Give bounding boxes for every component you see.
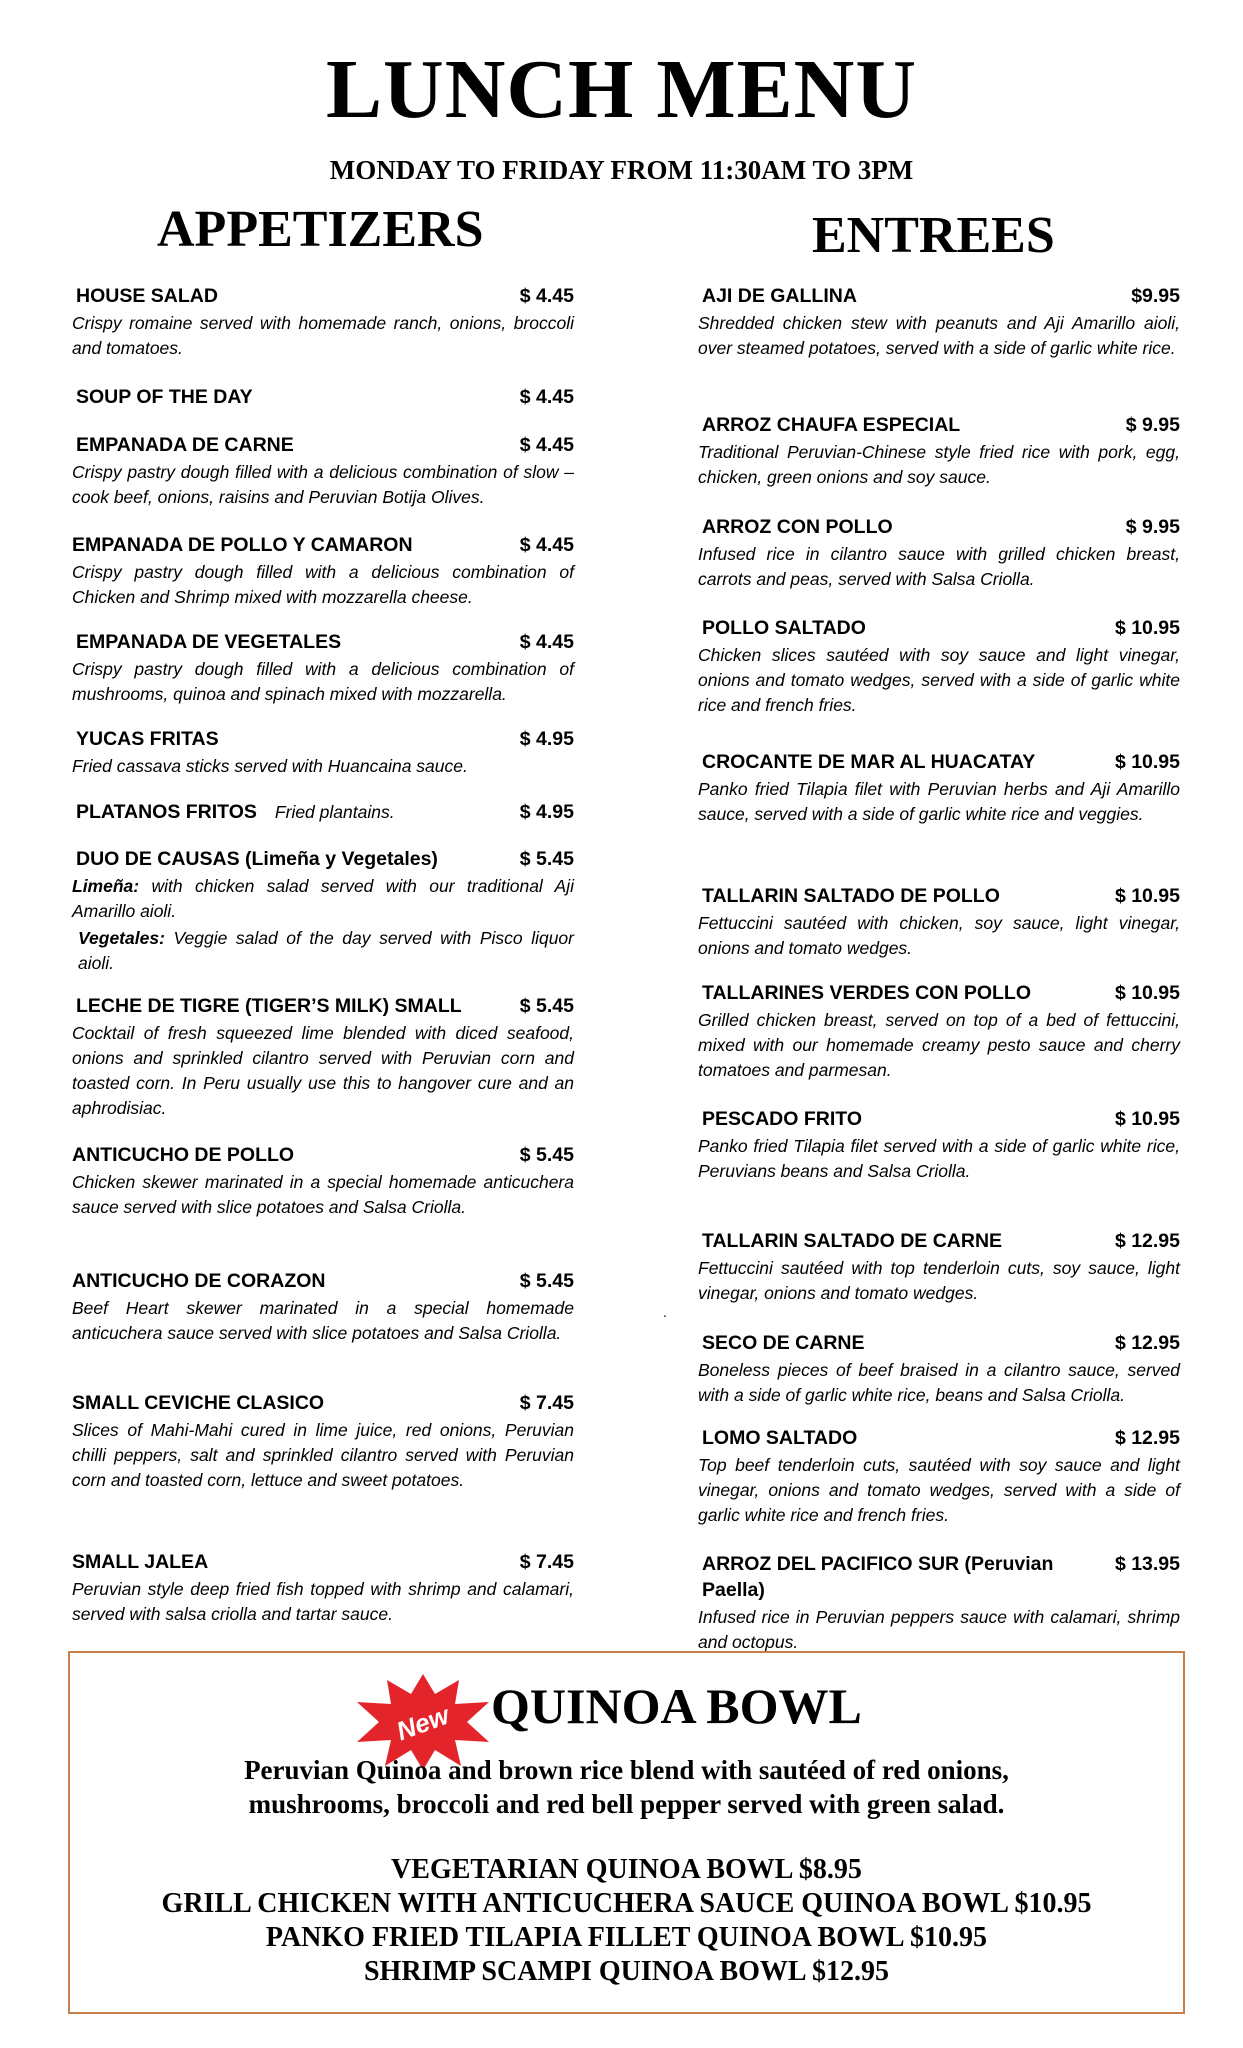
item-name: ARROZ CHAUFA ESPECIAL	[702, 414, 961, 436]
item-price: $ 10.95	[1114, 751, 1180, 773]
item-description: Traditional Peruvian-Chinese style fried rice with pork, egg, chicken, green onions and soy sauce.	[698, 442, 1180, 487]
appetizers-heading: APPETIZERS	[157, 201, 484, 258]
menu-item	[72, 1268, 574, 1346]
menu-item	[698, 514, 1180, 592]
item-description: Cocktail of fresh squeezed lime blended with diced seafood, onions and sprinkled cilantro served with Peruvian corn and toasted corn. In Peru usually use this to hangover cure and an aphrodisiac.	[72, 1023, 574, 1118]
item-price: $ 10.95	[1114, 982, 1180, 1004]
item-price: $ 4.45	[519, 386, 574, 408]
item-description: Chicken skewer marinated in a special homemade anticuchera sauce served with slice potatoes and Salsa Criolla.	[72, 1172, 574, 1217]
item-description: Chicken slices sautéed with soy sauce and light vinegar, onions and tomato wedges, served with a side of garlic white rice and french fries.	[698, 645, 1180, 715]
item-name: TALLARIN SALTADO DE CARNE	[702, 1230, 1003, 1252]
item-name: AJI DE GALLINA	[702, 285, 857, 307]
quinoa-title: QUINOA BOWL	[491, 1678, 862, 1734]
menu-item	[72, 1142, 574, 1220]
item-name: DUO DE CAUSAS (Limeña y Vegetales)	[76, 848, 438, 870]
item-name: TALLARINES VERDES CON POLLO	[702, 982, 1031, 1004]
quinoa-option: VEGETARIAN QUINOA BOWL $8.95	[391, 1854, 862, 1885]
item-description: Fettuccini sautéed with top tenderloin cuts, soy sauce, light vinegar, onions and tomato wedges.	[698, 1258, 1180, 1303]
item-name: LECHE DE TIGRE (TIGER’S MILK) SMALL	[76, 995, 462, 1017]
item-price: $ 4.45	[519, 285, 574, 307]
item-description: Crispy pastry dough filled with a delicious combination of mushrooms, quinoa and spinach mixed with mozzarella.	[72, 659, 574, 704]
item-name: SECO DE CARNE	[702, 1332, 865, 1354]
item-name: POLLO SALTADO	[702, 617, 866, 639]
item-name: EMPANADA DE POLLO Y CAMARON	[72, 534, 413, 556]
menu-item	[72, 846, 574, 976]
item-name: EMPANADA DE CARNE	[76, 434, 294, 456]
item-description: Crispy pastry dough filled with a delicious combination of Chicken and Shrimp mixed with mozzarella cheese.	[72, 562, 574, 607]
item-name: ANTICUCHO DE CORAZON	[72, 1270, 326, 1292]
item-description: Infused rice in Peruvian peppers sauce with calamari, shrimp and octopus.	[698, 1607, 1180, 1652]
item-price: $ 10.95	[1114, 885, 1180, 907]
menu-item	[698, 1228, 1180, 1306]
menu-item	[698, 1551, 1180, 1655]
entrees-heading: ENTREES	[812, 207, 1055, 264]
item-name: ARROZ CON POLLO	[702, 516, 893, 538]
new-badge-label: New	[392, 1699, 453, 1747]
stray-dot: .	[663, 1304, 667, 1320]
menu-item	[72, 532, 574, 610]
menu-item	[72, 283, 574, 361]
item-price: $ 5.45	[519, 848, 574, 870]
item-description: Top beef tenderloin cuts, sautéed with soy sauce and light vinegar, onions and tomato wedges, served with a side of garlic white rice and french fries.	[698, 1455, 1180, 1525]
menu-item	[72, 1549, 574, 1627]
quinoa-option: SHRIMP SCAMPI QUINOA BOWL $12.95	[363, 1956, 890, 1987]
item-name: SOUP OF THE DAY	[76, 386, 253, 408]
item-subdescription	[72, 926, 574, 976]
item-price: $ 12.95	[1114, 1427, 1180, 1449]
menu-item	[698, 749, 1180, 827]
menu-item	[72, 993, 574, 1121]
menu-item	[698, 1106, 1180, 1184]
item-name: SMALL CEVICHE CLASICO	[72, 1392, 325, 1414]
item-description: Boneless pieces of beef braised in a cilantro sauce, served with a side of garlic white rice, beans and Salsa Criolla.	[698, 1360, 1180, 1405]
quinoa-description-line: mushrooms, broccoli and red bell pepper served with green salad.	[248, 1789, 1005, 1819]
item-description: Fettuccini sautéed with chicken, soy sauce, light vinegar, onions and tomato wedges.	[698, 913, 1180, 958]
item-name: PLATANOS FRITOS	[76, 801, 257, 823]
item-name: TALLARIN SALTADO DE POLLO	[702, 885, 1000, 907]
item-name: ANTICUCHO DE POLLO	[72, 1144, 295, 1166]
item-description: Grilled chicken breast, served on top of a bed of fettuccini, mixed with our homemade creamy pesto sauce and cherry tomatoes and parmesan.	[698, 1010, 1180, 1080]
sub-label: Vegetales:	[78, 928, 165, 948]
menu-item	[698, 1425, 1180, 1528]
sub-label: Limeña:	[72, 876, 140, 896]
menu-item	[72, 726, 574, 779]
item-description: Crispy romaine served with homemade ranch, onions, broccoli and tomatoes.	[72, 313, 574, 358]
item-description: Crispy pastry dough filled with a delicious combination of slow –cook beef, onions, raisins and Peruvian Botija Olives.	[72, 462, 574, 507]
menu-item	[698, 980, 1180, 1083]
item-name: LOMO SALTADO	[702, 1427, 858, 1449]
page-title: LUNCH MENU	[326, 43, 917, 136]
item-description: Panko fried Tilapia filet served with a side of garlic white rice, Peruvians beans and Salsa Criolla.	[698, 1136, 1180, 1181]
item-name: EMPANADA DE VEGETALES	[76, 631, 342, 653]
item-price: $ 9.95	[1125, 516, 1180, 538]
item-price: $ 4.95	[519, 801, 574, 823]
sub-text: Veggie salad of the day served with Pisco liquor aioli.	[78, 928, 574, 973]
quinoa-options	[70, 1853, 1183, 1989]
item-name: CROCANTE DE MAR AL HUACATAY	[702, 751, 1036, 773]
menu-item	[72, 799, 574, 825]
item-price: $ 10.95	[1114, 1108, 1180, 1130]
item-price: $ 4.45	[519, 534, 574, 556]
quinoa-option: PANKO FRIED TILAPIA FILLET QUINOA BOWL $10.95	[265, 1922, 988, 1953]
item-description: Beef Heart skewer marinated in a special homemade anticuchera sauce served with slice potatoes and Salsa Criolla.	[72, 1298, 574, 1343]
quinoa-description	[70, 1753, 1183, 1821]
item-name: HOUSE SALAD	[76, 285, 218, 307]
item-price: $ 10.95	[1114, 617, 1180, 639]
item-price: $9.95	[1131, 285, 1180, 307]
menu-item	[698, 283, 1180, 361]
item-name: YUCAS FRITAS	[76, 728, 219, 750]
item-description: Fried cassava sticks served with Huancaina sauce.	[72, 756, 468, 776]
item-subdescription	[72, 874, 574, 924]
item-price: $ 12.95	[1114, 1230, 1180, 1252]
menu-item	[72, 1390, 574, 1493]
item-price: $ 12.95	[1114, 1332, 1180, 1354]
hours-subtitle: MONDAY TO FRIDAY FROM 11:30AM TO 3PM	[329, 155, 914, 185]
menu-item	[72, 432, 574, 510]
sub-text: with chicken salad served with our traditional Aji Amarillo aioli.	[72, 876, 574, 921]
item-price: $ 13.95	[1114, 1553, 1180, 1575]
menu-item	[698, 883, 1180, 961]
item-description: Peruvian style deep fried fish topped with shrimp and calamari, served with salsa criolla and tartar sauce.	[72, 1579, 574, 1624]
item-price: $ 7.45	[519, 1392, 574, 1414]
item-description: Panko fried Tilapia filet with Peruvian herbs and Aji Amarillo sauce, served with a side of garlic white rice and veggies.	[698, 779, 1180, 824]
item-name: ARROZ DEL PACIFICO SUR (Peruvian Paella)	[702, 1553, 1054, 1601]
item-description: Infused rice in cilantro sauce with grilled chicken breast, carrots and peas, served with Salsa Criolla.	[698, 544, 1180, 589]
menu-item	[698, 412, 1180, 490]
item-price: $ 4.45	[519, 434, 574, 456]
quinoa-bowl-box	[68, 1651, 1185, 2014]
item-name: SMALL JALEA	[72, 1551, 209, 1573]
item-price: $ 4.95	[519, 728, 574, 750]
item-name: PESCADO FRITO	[702, 1108, 862, 1130]
item-price: $ 5.45	[519, 995, 574, 1017]
quinoa-option: GRILL CHICKEN WITH ANTICUCHERA SAUCE QUINOA BOWL $10.95	[161, 1888, 1092, 1919]
quinoa-description-line: Peruvian Quinoa and brown rice blend with sautéed of red onions,	[244, 1755, 1009, 1785]
item-price: $ 7.45	[519, 1551, 574, 1573]
item-price: $ 5.45	[519, 1144, 574, 1166]
item-name-with-description	[72, 799, 395, 825]
item-price: $ 9.95	[1125, 414, 1180, 436]
menu-item	[72, 384, 574, 410]
item-description: Fried plantains.	[274, 802, 395, 822]
menu-item	[698, 1330, 1180, 1408]
item-price: $ 5.45	[519, 1270, 574, 1292]
menu-item	[698, 615, 1180, 718]
item-description: Slices of Mahi-Mahi cured in lime juice, red onions, Peruvian chilli peppers, salt and sprinkled cilantro served with Peruvian corn and toasted corn, lettuce and sweet potatoes.	[72, 1420, 574, 1490]
item-description: Shredded chicken stew with peanuts and Aji Amarillo aioli, over steamed potatoes, served with a side of garlic white rice.	[698, 313, 1180, 358]
item-price: $ 4.45	[519, 631, 574, 653]
menu-item	[72, 629, 574, 707]
